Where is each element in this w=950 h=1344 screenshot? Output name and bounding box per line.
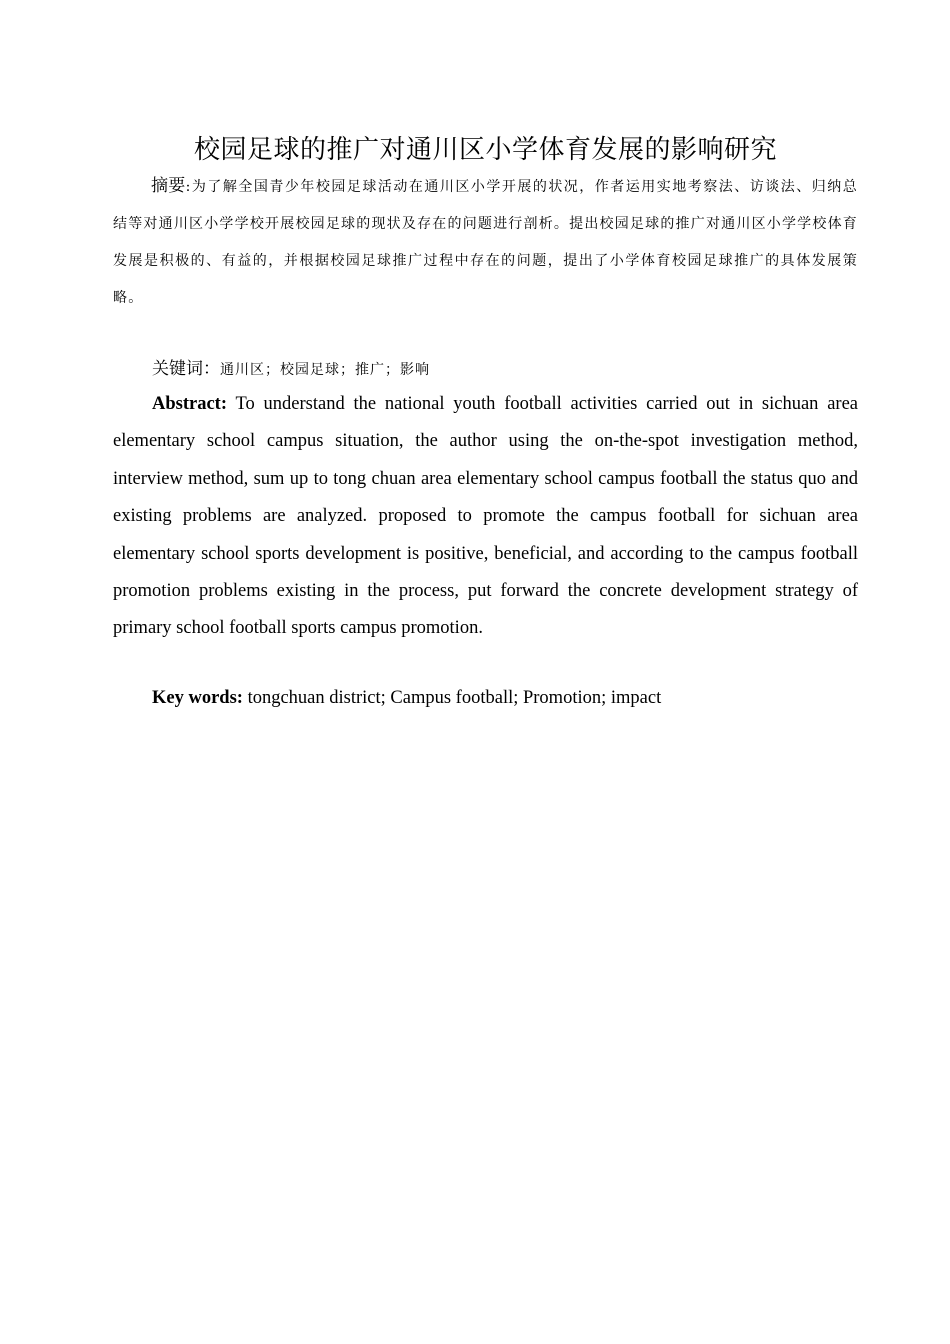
paper-title: 校园足球的推广对通川区小学体育发展的影响研究	[193, 135, 777, 165]
chinese-keywords-text: 通川区；校园足球；推广；影响	[220, 362, 430, 378]
chinese-keywords	[152, 351, 430, 389]
english-keywords-label: Key words:	[152, 688, 243, 708]
chinese-abstract-text: 为了解全国青少年校园足球活动在通川区小学开展的状况，作者运用实地考察法、访谈法、归纳总结等对通川区小学学校开展校园足球的现状及存在的问题进行剖析。提出校园足球的推广对通川区小学学校体育发展是积极的、有益的，并根据校园足球推广过程中存在的问题，提出了小学体育校园足球推广的具体发展策略。	[113, 179, 858, 306]
chinese-abstract-label: 摘要	[151, 176, 186, 196]
chinese-keywords-label: 关键词：	[152, 359, 220, 379]
english-abstract-label: Abstract:	[152, 394, 228, 414]
chinese-abstract	[113, 168, 858, 317]
english-abstract	[113, 386, 858, 648]
english-keywords-text: tongchuan district; Campus football; Promotion; impact	[247, 688, 662, 708]
chinese-abstract-separator: :	[185, 179, 192, 195]
english-abstract-text: To understand the national youth football activities carried out in sichuan area elementary school campus situation, the author using the on-the-spot investigation method, interview method, sum up to tong chuan area elementary school campus football the status quo and existing problems are analyzed. proposed to promote the campus football for sichuan area elementary school sports development is positive, beneficial, and according to the campus football promotion problems existing in the process, put forward the concrete development strategy of primary school football sports campus promotion.	[113, 394, 858, 639]
english-keywords	[152, 680, 661, 717]
